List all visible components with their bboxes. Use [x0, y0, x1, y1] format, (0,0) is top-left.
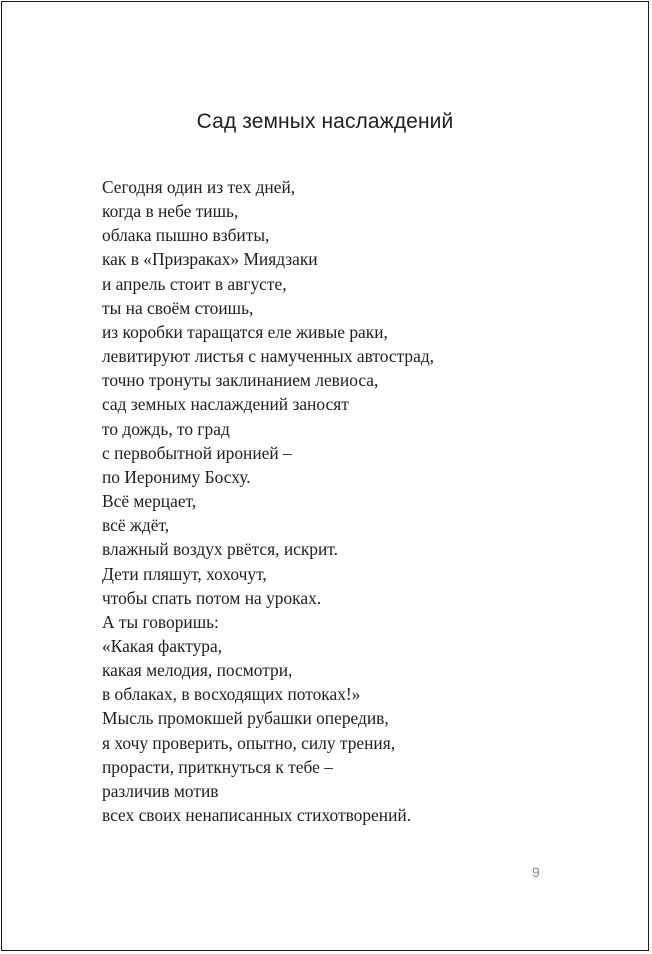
- poem-line: я хочу проверить, опытно, силу трения,: [102, 732, 396, 753]
- poem-line: чтобы спать потом на уроках.: [102, 587, 322, 608]
- poem-line: из коробки таращатся еле живые раки,: [102, 321, 388, 342]
- poem-line: когда в небе тишь,: [102, 201, 239, 222]
- poem-line: всё ждёт,: [102, 515, 170, 536]
- poem-line: облака пышно взбиты,: [102, 225, 270, 246]
- poem-line: А ты говоришь:: [102, 611, 219, 632]
- poem-line: с первобытной иронией –: [102, 442, 292, 463]
- poem-line: влажный воздух рвётся, искрит.: [102, 539, 338, 560]
- poem-line: Сегодня один из тех дней,: [102, 177, 296, 197]
- page-number: 9: [532, 864, 540, 880]
- poem-title: Сад земных наслаждений: [196, 110, 454, 133]
- poem-body: [102, 175, 572, 827]
- poem-line: Всё мерцает,: [102, 491, 197, 512]
- poem-line: ты на своём стоишь,: [102, 297, 254, 318]
- poem-line: сад земных наслаждений заносят: [102, 394, 349, 415]
- poem-line: Дети пляшут, хохочут,: [102, 563, 267, 584]
- poem-line: в облаках, в восходящих потоках!»: [102, 684, 361, 705]
- poem-line: всех своих ненаписанных стихотворений.: [102, 805, 412, 826]
- book-page: [1, 1, 649, 951]
- poem-line: прорасти, приткнуться к тебе –: [102, 756, 333, 777]
- poem-line: левитируют листья с намученных автострад,: [102, 346, 435, 367]
- poem-line: и апрель стоит в августе,: [102, 273, 287, 294]
- poem-line: различив мотив: [102, 780, 219, 801]
- poem-line: как в «Призраках» Миядзаки: [102, 249, 318, 270]
- poem-line: то дождь, то град: [102, 418, 230, 439]
- poem-line: какая мелодия, посмотри,: [102, 660, 293, 681]
- poem-line: по Иерониму Босху.: [102, 466, 251, 487]
- poem-line: точно тронуты заклинанием левиоса,: [102, 370, 379, 391]
- poem-line: Мысль промокшей рубашки опередив,: [102, 708, 389, 729]
- poem-line: «Какая фактура,: [102, 635, 223, 656]
